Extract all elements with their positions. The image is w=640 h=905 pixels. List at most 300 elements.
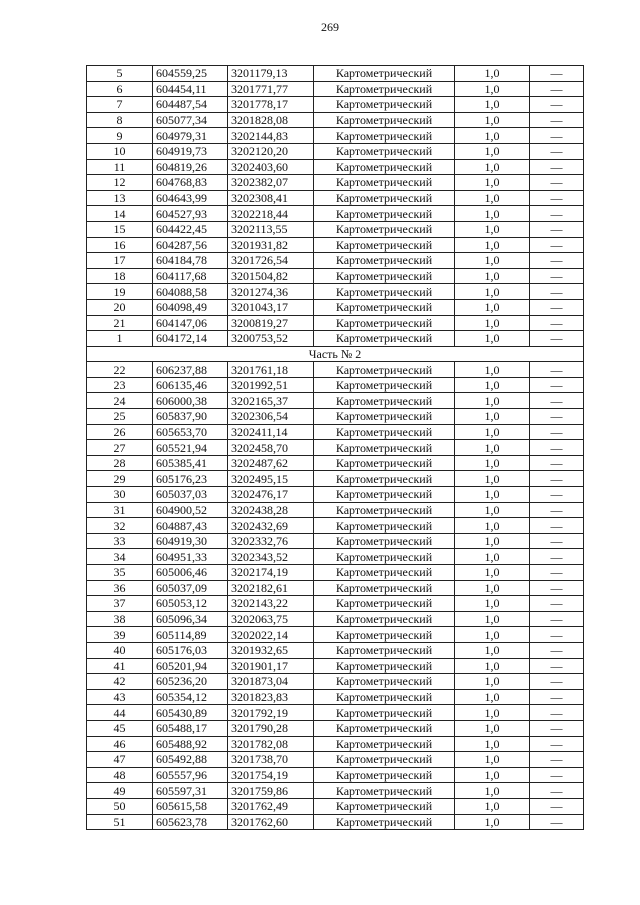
x-coordinate-cell: 604454,11 <box>153 81 228 97</box>
y-coordinate-cell: 3202306,54 <box>228 409 314 425</box>
x-coordinate-cell: 604900,52 <box>153 502 228 518</box>
x-coordinate-cell: 604951,33 <box>153 549 228 565</box>
description-cell: — <box>530 253 584 269</box>
accuracy-cell: 1,0 <box>455 409 530 425</box>
table-row <box>87 783 584 799</box>
description-cell: — <box>530 440 584 456</box>
point-number-cell: 39 <box>87 627 153 643</box>
method-cell: Картометрический <box>314 97 455 113</box>
method-cell: Картометрический <box>314 159 455 175</box>
table-row <box>87 190 584 206</box>
y-coordinate-cell: 3202063,75 <box>228 611 314 627</box>
y-coordinate-cell: 3201782,08 <box>228 736 314 752</box>
accuracy-cell: 1,0 <box>455 97 530 113</box>
table-row <box>87 393 584 409</box>
method-cell: Картометрический <box>314 783 455 799</box>
accuracy-cell: 1,0 <box>455 362 530 378</box>
table-row <box>87 596 584 612</box>
y-coordinate-cell: 3201792,19 <box>228 705 314 721</box>
point-number-cell: 9 <box>87 128 153 144</box>
accuracy-cell: 1,0 <box>455 112 530 128</box>
method-cell: Картометрический <box>314 128 455 144</box>
y-coordinate-cell: 3202144,83 <box>228 128 314 144</box>
point-number-cell: 43 <box>87 689 153 705</box>
table-row <box>87 424 584 440</box>
point-number-cell: 51 <box>87 814 153 830</box>
table-row <box>87 315 584 331</box>
point-number-cell: 14 <box>87 206 153 222</box>
point-number-cell: 18 <box>87 268 153 284</box>
x-coordinate-cell: 605837,90 <box>153 409 228 425</box>
table-row <box>87 81 584 97</box>
table-row <box>87 736 584 752</box>
y-coordinate-cell: 3201738,70 <box>228 752 314 768</box>
x-coordinate-cell: 604919,30 <box>153 533 228 549</box>
description-cell: — <box>530 658 584 674</box>
accuracy-cell: 1,0 <box>455 128 530 144</box>
point-number-cell: 40 <box>87 642 153 658</box>
y-coordinate-cell: 3201504,82 <box>228 268 314 284</box>
y-coordinate-cell: 3201762,60 <box>228 814 314 830</box>
point-number-cell: 49 <box>87 783 153 799</box>
accuracy-cell: 1,0 <box>455 642 530 658</box>
y-coordinate-cell: 3201761,18 <box>228 362 314 378</box>
description-cell: — <box>530 674 584 690</box>
accuracy-cell: 1,0 <box>455 268 530 284</box>
x-coordinate-cell: 605623,78 <box>153 814 228 830</box>
x-coordinate-cell: 606237,88 <box>153 362 228 378</box>
table-body-part-2 <box>87 362 584 830</box>
table-row <box>87 299 584 315</box>
accuracy-cell: 1,0 <box>455 580 530 596</box>
table-row <box>87 97 584 113</box>
table-row <box>87 627 584 643</box>
table-row <box>87 767 584 783</box>
x-coordinate-cell: 604147,06 <box>153 315 228 331</box>
y-coordinate-cell: 3202458,70 <box>228 440 314 456</box>
x-coordinate-cell: 605615,58 <box>153 798 228 814</box>
table-row <box>87 471 584 487</box>
x-coordinate-cell: 604422,45 <box>153 221 228 237</box>
method-cell: Картометрический <box>314 720 455 736</box>
accuracy-cell: 1,0 <box>455 596 530 612</box>
method-cell: Картометрический <box>314 409 455 425</box>
table-row <box>87 580 584 596</box>
x-coordinate-cell: 604768,83 <box>153 175 228 191</box>
accuracy-cell: 1,0 <box>455 81 530 97</box>
table-row <box>87 814 584 830</box>
y-coordinate-cell: 3201754,19 <box>228 767 314 783</box>
accuracy-cell: 1,0 <box>455 518 530 534</box>
x-coordinate-cell: 604527,93 <box>153 206 228 222</box>
method-cell: Картометрический <box>314 268 455 284</box>
method-cell: Картометрический <box>314 66 455 82</box>
x-coordinate-cell: 605201,94 <box>153 658 228 674</box>
description-cell: — <box>530 175 584 191</box>
accuracy-cell: 1,0 <box>455 159 530 175</box>
table-row <box>87 658 584 674</box>
point-number-cell: 50 <box>87 798 153 814</box>
x-coordinate-cell: 604088,58 <box>153 284 228 300</box>
table-row <box>87 705 584 721</box>
x-coordinate-cell: 604184,78 <box>153 253 228 269</box>
x-coordinate-cell: 606135,46 <box>153 377 228 393</box>
description-cell: — <box>530 642 584 658</box>
method-cell: Картометрический <box>314 767 455 783</box>
description-cell: — <box>530 81 584 97</box>
y-coordinate-cell: 3202143,22 <box>228 596 314 612</box>
method-cell: Картометрический <box>314 471 455 487</box>
method-cell: Картометрический <box>314 502 455 518</box>
y-coordinate-cell: 3202218,44 <box>228 206 314 222</box>
x-coordinate-cell: 605557,96 <box>153 767 228 783</box>
point-number-cell: 38 <box>87 611 153 627</box>
accuracy-cell: 1,0 <box>455 221 530 237</box>
y-coordinate-cell: 3201992,51 <box>228 377 314 393</box>
table-row <box>87 128 584 144</box>
y-coordinate-cell: 3202022,14 <box>228 627 314 643</box>
y-coordinate-cell: 3201931,82 <box>228 237 314 253</box>
x-coordinate-cell: 605077,34 <box>153 112 228 128</box>
point-number-cell: 20 <box>87 299 153 315</box>
y-coordinate-cell: 3202382,07 <box>228 175 314 191</box>
x-coordinate-cell: 605176,23 <box>153 471 228 487</box>
point-number-cell: 22 <box>87 362 153 378</box>
table-row <box>87 409 584 425</box>
description-cell: — <box>530 627 584 643</box>
x-coordinate-cell: 604172,14 <box>153 331 228 347</box>
x-coordinate-cell: 604487,54 <box>153 97 228 113</box>
description-cell: — <box>530 284 584 300</box>
x-coordinate-cell: 605488,17 <box>153 720 228 736</box>
description-cell: — <box>530 159 584 175</box>
method-cell: Картометрический <box>314 81 455 97</box>
y-coordinate-cell: 3201873,04 <box>228 674 314 690</box>
y-coordinate-cell: 3202113,55 <box>228 221 314 237</box>
accuracy-cell: 1,0 <box>455 253 530 269</box>
method-cell: Картометрический <box>314 611 455 627</box>
point-number-cell: 37 <box>87 596 153 612</box>
table-row <box>87 143 584 159</box>
point-number-cell: 31 <box>87 502 153 518</box>
section-header <box>87 346 584 362</box>
description-cell: — <box>530 237 584 253</box>
point-number-cell: 29 <box>87 471 153 487</box>
method-cell: Картометрический <box>314 143 455 159</box>
x-coordinate-cell: 605096,34 <box>153 611 228 627</box>
accuracy-cell: 1,0 <box>455 143 530 159</box>
point-number-cell: 36 <box>87 580 153 596</box>
point-number-cell: 34 <box>87 549 153 565</box>
y-coordinate-cell: 3201274,36 <box>228 284 314 300</box>
method-cell: Картометрический <box>314 565 455 581</box>
description-cell: — <box>530 596 584 612</box>
y-coordinate-cell: 3201932,65 <box>228 642 314 658</box>
x-coordinate-cell: 605430,89 <box>153 705 228 721</box>
method-cell: Картометрический <box>314 331 455 347</box>
method-cell: Картометрический <box>314 627 455 643</box>
description-cell: — <box>530 502 584 518</box>
method-cell: Картометрический <box>314 377 455 393</box>
point-number-cell: 6 <box>87 81 153 97</box>
method-cell: Картометрический <box>314 580 455 596</box>
x-coordinate-cell: 605037,03 <box>153 487 228 503</box>
x-coordinate-cell: 606000,38 <box>153 393 228 409</box>
page-number: 269 <box>321 20 339 34</box>
method-cell: Картометрический <box>314 689 455 705</box>
point-number-cell: 47 <box>87 752 153 768</box>
method-cell: Картометрический <box>314 315 455 331</box>
table-row <box>87 362 584 378</box>
accuracy-cell: 1,0 <box>455 190 530 206</box>
table-row <box>87 440 584 456</box>
description-cell: — <box>530 143 584 159</box>
accuracy-cell: 1,0 <box>455 736 530 752</box>
accuracy-cell: 1,0 <box>455 377 530 393</box>
table-row <box>87 689 584 705</box>
table-row <box>87 752 584 768</box>
y-coordinate-cell: 3201759,86 <box>228 783 314 799</box>
table-row <box>87 331 584 347</box>
point-number-cell: 25 <box>87 409 153 425</box>
description-cell: — <box>530 611 584 627</box>
accuracy-cell: 1,0 <box>455 487 530 503</box>
method-cell: Картометрический <box>314 736 455 752</box>
table-row <box>87 206 584 222</box>
point-number-cell: 12 <box>87 175 153 191</box>
accuracy-cell: 1,0 <box>455 658 530 674</box>
table-row <box>87 642 584 658</box>
table-row <box>87 455 584 471</box>
table-row <box>87 268 584 284</box>
method-cell: Картометрический <box>314 237 455 253</box>
description-cell: — <box>530 190 584 206</box>
description-cell: — <box>530 97 584 113</box>
x-coordinate-cell: 605521,94 <box>153 440 228 456</box>
section-title: Часть № 2 <box>87 346 584 362</box>
x-coordinate-cell: 605488,92 <box>153 736 228 752</box>
accuracy-cell: 1,0 <box>455 237 530 253</box>
point-number-cell: 21 <box>87 315 153 331</box>
y-coordinate-cell: 3202182,61 <box>228 580 314 596</box>
y-coordinate-cell: 3201790,28 <box>228 720 314 736</box>
y-coordinate-cell: 3201828,08 <box>228 112 314 128</box>
method-cell: Картометрический <box>314 674 455 690</box>
x-coordinate-cell: 604919,73 <box>153 143 228 159</box>
accuracy-cell: 1,0 <box>455 705 530 721</box>
table-row <box>87 533 584 549</box>
table-row <box>87 175 584 191</box>
table-row <box>87 159 584 175</box>
description-cell: — <box>530 549 584 565</box>
y-coordinate-cell: 3202487,62 <box>228 455 314 471</box>
y-coordinate-cell: 3201771,77 <box>228 81 314 97</box>
x-coordinate-cell: 605236,20 <box>153 674 228 690</box>
description-cell: — <box>530 752 584 768</box>
x-coordinate-cell: 604287,56 <box>153 237 228 253</box>
method-cell: Картометрический <box>314 642 455 658</box>
description-cell: — <box>530 424 584 440</box>
table-row <box>87 549 584 565</box>
y-coordinate-cell: 3202308,41 <box>228 190 314 206</box>
point-number-cell: 28 <box>87 455 153 471</box>
method-cell: Картометрический <box>314 752 455 768</box>
point-number-cell: 23 <box>87 377 153 393</box>
point-number-cell: 1 <box>87 331 153 347</box>
table-row <box>87 565 584 581</box>
y-coordinate-cell: 3201043,17 <box>228 299 314 315</box>
table-row <box>87 674 584 690</box>
method-cell: Картометрический <box>314 284 455 300</box>
accuracy-cell: 1,0 <box>455 814 530 830</box>
point-number-cell: 32 <box>87 518 153 534</box>
method-cell: Картометрический <box>314 533 455 549</box>
table-row <box>87 720 584 736</box>
description-cell: — <box>530 112 584 128</box>
description-cell: — <box>530 518 584 534</box>
description-cell: — <box>530 377 584 393</box>
y-coordinate-cell: 3200753,52 <box>228 331 314 347</box>
method-cell: Картометрический <box>314 175 455 191</box>
description-cell: — <box>530 206 584 222</box>
point-number-cell: 48 <box>87 767 153 783</box>
point-number-cell: 46 <box>87 736 153 752</box>
method-cell: Картометрический <box>314 299 455 315</box>
y-coordinate-cell: 3201823,83 <box>228 689 314 705</box>
method-cell: Картометрический <box>314 112 455 128</box>
point-number-cell: 42 <box>87 674 153 690</box>
method-cell: Картометрический <box>314 362 455 378</box>
table-row <box>87 253 584 269</box>
x-coordinate-cell: 605492,88 <box>153 752 228 768</box>
accuracy-cell: 1,0 <box>455 455 530 471</box>
description-cell: — <box>530 455 584 471</box>
method-cell: Картометрический <box>314 705 455 721</box>
description-cell: — <box>530 814 584 830</box>
table-row <box>87 237 584 253</box>
x-coordinate-cell: 605037,09 <box>153 580 228 596</box>
method-cell: Картометрический <box>314 206 455 222</box>
table-row <box>87 518 584 534</box>
y-coordinate-cell: 3202343,52 <box>228 549 314 565</box>
point-number-cell: 11 <box>87 159 153 175</box>
description-cell: — <box>530 487 584 503</box>
description-cell: — <box>530 331 584 347</box>
x-coordinate-cell: 605653,70 <box>153 424 228 440</box>
description-cell: — <box>530 362 584 378</box>
point-number-cell: 13 <box>87 190 153 206</box>
point-number-cell: 45 <box>87 720 153 736</box>
method-cell: Картометрический <box>314 455 455 471</box>
y-coordinate-cell: 3202438,28 <box>228 502 314 518</box>
point-number-cell: 41 <box>87 658 153 674</box>
table-row <box>87 487 584 503</box>
method-cell: Картометрический <box>314 190 455 206</box>
accuracy-cell: 1,0 <box>455 533 530 549</box>
accuracy-cell: 1,0 <box>455 299 530 315</box>
point-number-cell: 24 <box>87 393 153 409</box>
point-number-cell: 8 <box>87 112 153 128</box>
accuracy-cell: 1,0 <box>455 331 530 347</box>
y-coordinate-cell: 3201179,13 <box>228 66 314 82</box>
method-cell: Картометрический <box>314 596 455 612</box>
y-coordinate-cell: 3201762,49 <box>228 798 314 814</box>
method-cell: Картометрический <box>314 798 455 814</box>
point-number-cell: 19 <box>87 284 153 300</box>
method-cell: Картометрический <box>314 658 455 674</box>
description-cell: — <box>530 736 584 752</box>
description-cell: — <box>530 66 584 82</box>
x-coordinate-cell: 604098,49 <box>153 299 228 315</box>
y-coordinate-cell: 3201726,54 <box>228 253 314 269</box>
accuracy-cell: 1,0 <box>455 502 530 518</box>
accuracy-cell: 1,0 <box>455 284 530 300</box>
section-row <box>87 346 584 362</box>
y-coordinate-cell: 3202403,60 <box>228 159 314 175</box>
table-row <box>87 502 584 518</box>
x-coordinate-cell: 604643,99 <box>153 190 228 206</box>
y-coordinate-cell: 3201778,17 <box>228 97 314 113</box>
coordinates-table <box>86 65 584 830</box>
y-coordinate-cell: 3202174,19 <box>228 565 314 581</box>
point-number-cell: 26 <box>87 424 153 440</box>
x-coordinate-cell: 605385,41 <box>153 455 228 471</box>
method-cell: Картометрический <box>314 221 455 237</box>
accuracy-cell: 1,0 <box>455 720 530 736</box>
accuracy-cell: 1,0 <box>455 674 530 690</box>
description-cell: — <box>530 128 584 144</box>
point-number-cell: 15 <box>87 221 153 237</box>
accuracy-cell: 1,0 <box>455 627 530 643</box>
description-cell: — <box>530 393 584 409</box>
accuracy-cell: 1,0 <box>455 689 530 705</box>
y-coordinate-cell: 3202476,17 <box>228 487 314 503</box>
accuracy-cell: 1,0 <box>455 783 530 799</box>
table-row <box>87 798 584 814</box>
accuracy-cell: 1,0 <box>455 175 530 191</box>
method-cell: Картометрический <box>314 549 455 565</box>
accuracy-cell: 1,0 <box>455 549 530 565</box>
point-number-cell: 33 <box>87 533 153 549</box>
accuracy-cell: 1,0 <box>455 393 530 409</box>
description-cell: — <box>530 221 584 237</box>
accuracy-cell: 1,0 <box>455 752 530 768</box>
description-cell: — <box>530 409 584 425</box>
table-row <box>87 66 584 82</box>
x-coordinate-cell: 604819,26 <box>153 159 228 175</box>
method-cell: Картометрический <box>314 518 455 534</box>
x-coordinate-cell: 605354,12 <box>153 689 228 705</box>
x-coordinate-cell: 604559,25 <box>153 66 228 82</box>
y-coordinate-cell: 3202411,14 <box>228 424 314 440</box>
table-row <box>87 221 584 237</box>
description-cell: — <box>530 533 584 549</box>
description-cell: — <box>530 268 584 284</box>
table-row <box>87 112 584 128</box>
x-coordinate-cell: 604117,68 <box>153 268 228 284</box>
accuracy-cell: 1,0 <box>455 565 530 581</box>
accuracy-cell: 1,0 <box>455 767 530 783</box>
description-cell: — <box>530 580 584 596</box>
description-cell: — <box>530 565 584 581</box>
description-cell: — <box>530 471 584 487</box>
point-number-cell: 30 <box>87 487 153 503</box>
x-coordinate-cell: 605597,31 <box>153 783 228 799</box>
point-number-cell: 35 <box>87 565 153 581</box>
point-number-cell: 44 <box>87 705 153 721</box>
method-cell: Картометрический <box>314 440 455 456</box>
table-row <box>87 377 584 393</box>
